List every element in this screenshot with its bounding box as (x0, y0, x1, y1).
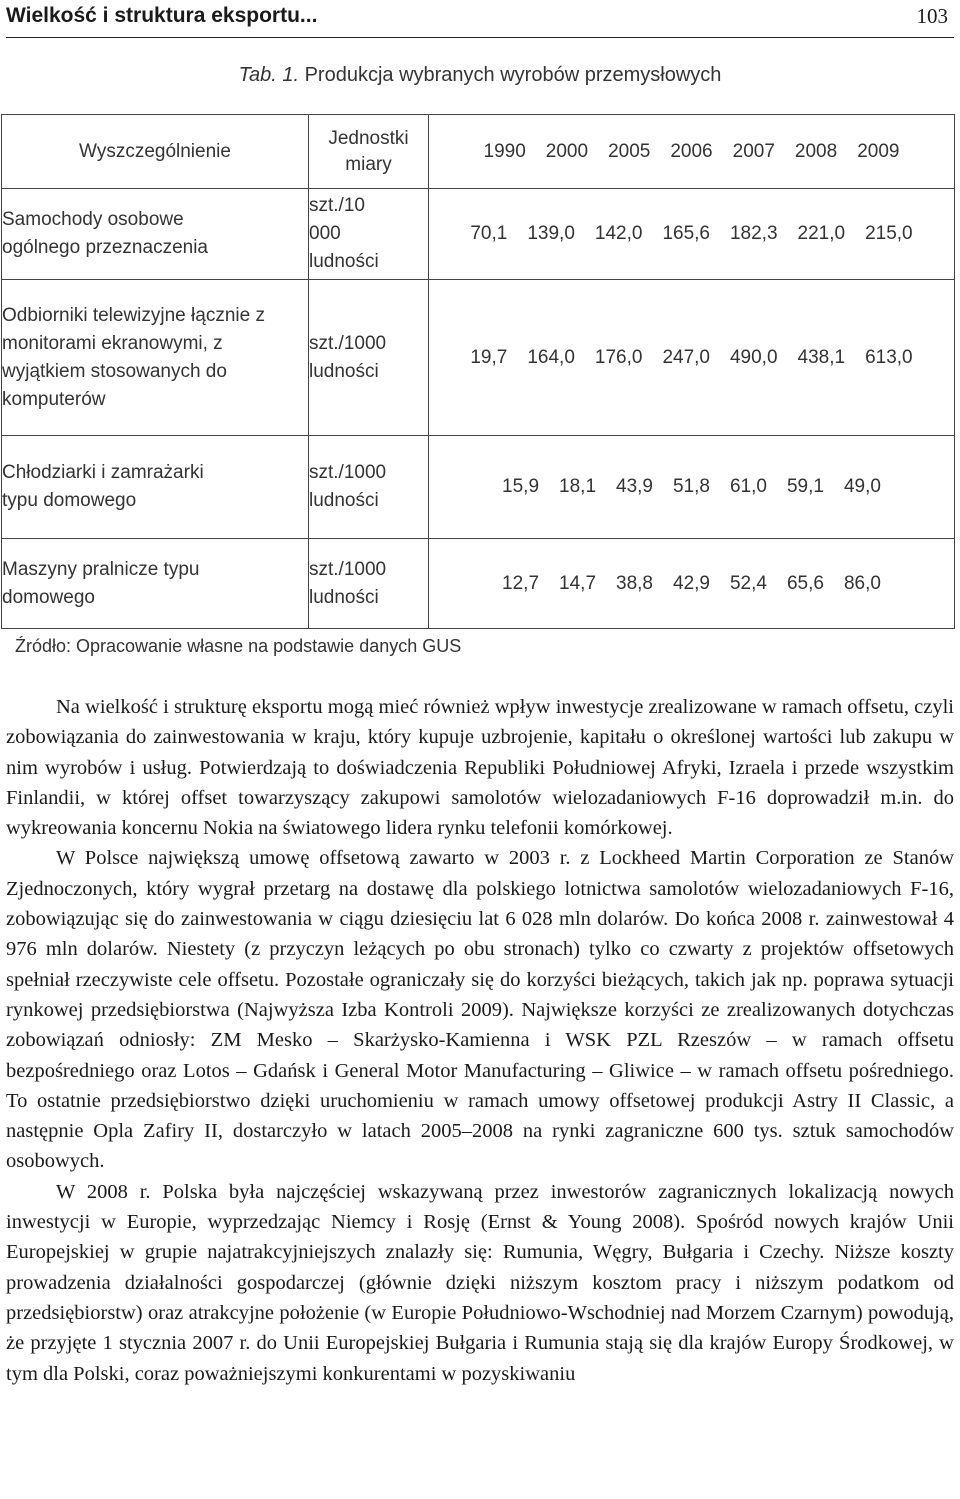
row-description: Maszyny pralnicze typu domowego (2, 539, 309, 629)
cell-value: 18,1 (559, 476, 597, 497)
year-label: 2006 (670, 140, 713, 162)
production-table (1, 114, 955, 629)
header-description: Wyszczególnienie (2, 115, 309, 189)
paragraph: W 2008 r. Polska była najczęściej wskazywaną przez inwestorów zagranicznych lokalizacją nowych inwestycji w Europie, wyprzedzając Niemcy i Rosję (Ernst & Young 2008). Spośród nowych krajów Unii Europejskiej w grupie najatrakcyjniejszych znalazły się: Rumunia, Węgry, Bułgaria i Czechy. Niższe koszty prowadzenia działalności gospodarczej (głównie dzięki niższym kosztom pracy i niższym podatkom od przedsiębiorstw) oraz atrakcyjne położenie (w Europie Południowo-Wschodniej nad Morzem Czarnym) powodują, że przyjęte 1 stycznia 2007 r. do Unii Europejskiej Bułgaria i Rumunia stają się dla krajów Europy Środkowej, w tym dla Polski, coraz poważniejszymi konkurentami w pozyskiwaniu (6, 1180, 954, 1385)
year-label: 1990 (483, 140, 526, 162)
row-unit: szt./1000 ludności (309, 436, 429, 539)
table-row (2, 436, 955, 539)
cell-value: 59,1 (786, 476, 824, 497)
header-unit: Jednostki miary (309, 115, 429, 189)
cell-value: 221,0 (797, 223, 846, 244)
cell-value: 65,6 (786, 572, 824, 594)
row-unit: szt./10 000 ludności (309, 189, 429, 280)
cell-value: 49,0 (843, 476, 881, 497)
cell-value: 490,0 (729, 346, 778, 368)
year-label: 2008 (794, 140, 838, 162)
cell-value: 15,9 (502, 476, 540, 497)
cell-value: 142,0 (594, 223, 643, 244)
header-years (429, 115, 955, 189)
row-values (429, 189, 955, 280)
header-rule (6, 37, 954, 38)
cell-value: 176,0 (594, 346, 643, 368)
paragraph: W Polsce największą umowę offsetową zawarto w 2003 r. z Lockheed Martin Corporation ze Stanów Zjednoczonych, który wygrał przetarg na dostawę dla polskiego lotnictwa samolotów wielozadaniowych F-16, zobowiązując się do zainwestowania w ciągu dziesięciu lat 6 028 mln dolarów. Do końca 2008 r. zainwestował 4 976 mln dolarów. Niestety (z przyczyn leżących po obu stronach) tylko co czwarty z projektów offsetowych spełniał rzeczywiste cele offsetu. Pozostałe ograniczały się do korzyści bieżących, takich jak np. poprawa sytuacji rynkowej przedsiębiorstwa (Najwyższa Izba Kontroli 2009). Największe korzyści ze zrealizowanych dotychczas zobowiązań odniosły: ZM Mesko – Skarżysko-Kamienna i WSK PZL Rzeszów – w ramach offsetu bezpośredniego oraz Lotos – Gdańsk i General Motor Manufacturing – Gliwice – w ramach offsetu pośredniego. To ostatnie przedsiębiorstwo dzięki uruchomieniu w ramach umowy offsetowej produkcji Astry II Classic, a następnie Opla Zafiry II, dostarczyło w latach 2005–2008 na rynki zagraniczne 600 tys. sztuk samochodów osobowych. (6, 847, 954, 1173)
cell-value: 182,3 (729, 223, 778, 244)
cell-value: 14,7 (559, 572, 597, 594)
table-caption (0, 64, 960, 87)
cell-value: 51,8 (673, 476, 710, 497)
cell-value: 70,1 (470, 223, 508, 244)
cell-value: 215,0 (865, 223, 913, 244)
table-header-row (2, 115, 955, 189)
row-values (429, 436, 955, 539)
row-values (429, 280, 955, 436)
cell-value: 613,0 (865, 346, 913, 368)
body-text (6, 692, 954, 1389)
row-unit: szt./1000 ludności (309, 539, 429, 629)
cell-value: 165,6 (662, 223, 710, 244)
cell-value: 52,4 (729, 572, 767, 594)
table-title: Produkcja wybranych wyrobów przemysłowych (304, 64, 722, 86)
row-description: Samochody osobowe ogólnego przeznaczenia (2, 189, 309, 280)
cell-value: 12,7 (502, 572, 540, 594)
page-number: 103 (916, 4, 948, 28)
cell-value: 247,0 (662, 346, 710, 368)
year-label: 2005 (608, 140, 651, 162)
row-description: Chłodziarki i zamrażarki typu domowego (2, 436, 309, 539)
table-row (2, 280, 955, 436)
paragraph: Na wielkość i strukturę eksportu mogą mieć również wpływ inwestycje zrealizowane w ramach offsetu, czyli zobowiązania do zainwestowania w kraju, który kupuje uzbrojenie, kapitału o określonej wartości lub zakupu w nim wyrobów i usług. Potwierdzają to doświadczenia Republiki Południowej Afryki, Izraela i przede wszystkim Finlandii, w której offset towarzyszący zakupowi samolotów wielozadaniowych F-16 doprowadził m.in. do wykreowania koncernu Nokia na światowego lidera rynku telefonii komórkowej. (6, 696, 954, 840)
cell-value: 42,9 (673, 572, 710, 594)
cell-value: 38,8 (616, 572, 653, 594)
row-values (429, 539, 955, 629)
row-unit: szt./1000 ludności (309, 280, 429, 436)
cell-value: 438,1 (797, 346, 846, 368)
cell-value: 19,7 (470, 346, 508, 368)
running-title: Wielkość i struktura eksportu... (6, 4, 318, 27)
cell-value: 86,0 (843, 572, 881, 594)
cell-value: 164,0 (527, 346, 575, 368)
table-row (2, 189, 955, 280)
cell-value: 61,0 (729, 476, 767, 497)
year-label: 2009 (857, 140, 900, 162)
year-label: 2007 (732, 140, 775, 162)
table-row (2, 539, 955, 629)
row-description: Odbiorniki telewizyjne łącznie z monitorami ekranowymi, z wyjątkiem stosowanych do komputerów (2, 280, 309, 436)
year-label: 2000 (545, 140, 589, 162)
running-header (6, 0, 954, 40)
cell-value: 139,0 (527, 223, 575, 244)
table-label: Tab. 1. (238, 64, 300, 86)
cell-value: 43,9 (616, 476, 653, 497)
table-source-note: Źródło: Opracowanie własne na podstawie danych GUS (15, 636, 462, 656)
